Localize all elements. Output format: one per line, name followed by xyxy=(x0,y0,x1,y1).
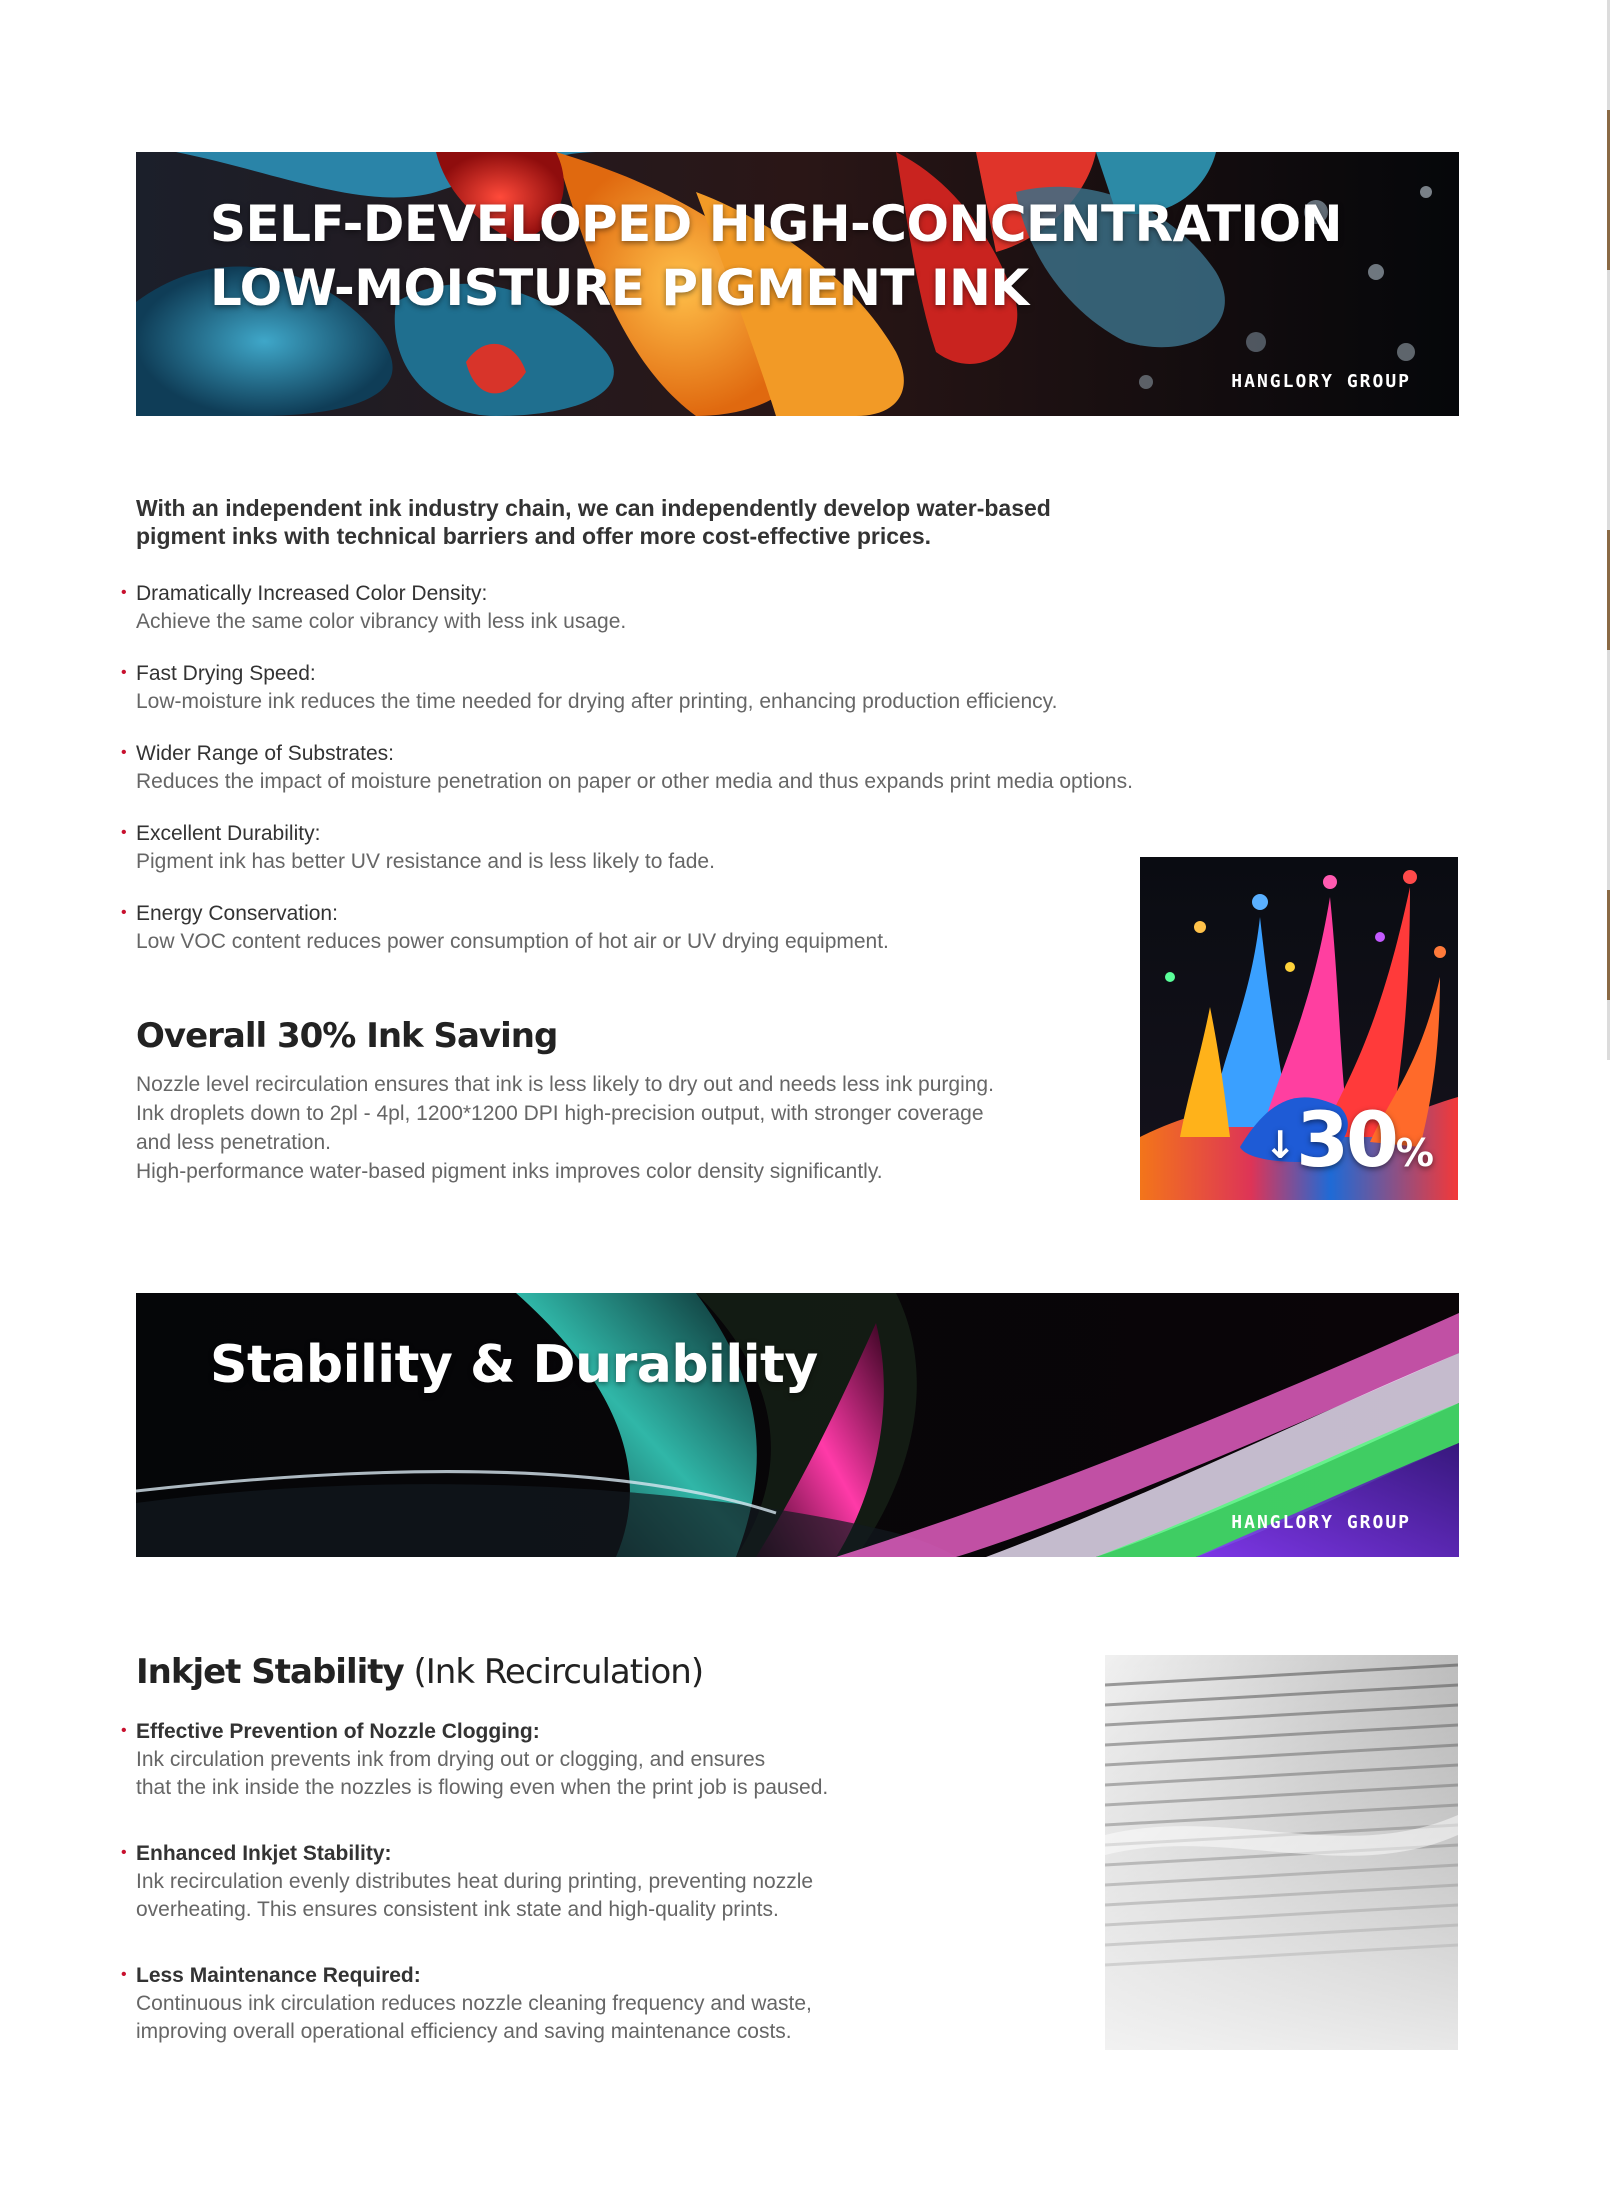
feature-item xyxy=(121,740,1236,820)
stability-heading-sub: (Ink Recirculation) xyxy=(403,1652,704,1692)
bullet-icon: • xyxy=(121,584,127,601)
feature-title: Wider Range of Substrates: xyxy=(136,742,394,765)
feature-item xyxy=(121,660,1236,740)
saving-line: High-performance water-based pigment inks improves color density significantly. xyxy=(136,1160,883,1183)
feature-title: Excellent Durability: xyxy=(136,822,321,845)
saving-line: Nozzle level recirculation ensures that ink is less likely to dry out and needs less ink purging. xyxy=(136,1073,994,1096)
banner-title-line: SELF-DEVELOPED HIGH-CONCENTRATION xyxy=(210,195,1343,253)
saving-paragraph xyxy=(136,1070,1016,1186)
feature-desc: Reduces the impact of moisture penetration on paper or other media and thus expands print media options. xyxy=(136,770,1133,793)
feature-title: Dramatically Increased Color Density: xyxy=(136,582,488,605)
saving-line: Ink droplets down to 2pl - 4pl, 1200*1200 DPI high-precision output, with stronger coverage xyxy=(136,1102,984,1125)
bullet-icon: • xyxy=(121,664,127,681)
feature-desc: Low-moisture ink reduces the time needed for drying after printing, enhancing production efficiency. xyxy=(136,690,1058,713)
ink-splash-photo xyxy=(1140,857,1458,1200)
ink-saving-badge xyxy=(1264,1095,1434,1184)
bullet-icon: • xyxy=(121,744,127,761)
badge-number: 30 xyxy=(1296,1095,1396,1184)
banner-title: Stability & Durability xyxy=(210,1335,818,1395)
intro-paragraph: With an independent ink industry chain, we can independently develop water-based pigment inks with technical barriers and offer more cost-effective prices. xyxy=(136,495,1051,549)
bullet-icon: • xyxy=(121,824,127,841)
brand-logo: HANGLORY GROUP xyxy=(1231,371,1411,392)
saving-heading: Overall 30% Ink Saving xyxy=(136,1016,558,1056)
arrow-down-icon: ↓ xyxy=(1264,1123,1297,1167)
feature-title: Energy Conservation: xyxy=(136,902,338,925)
bullet-icon: • xyxy=(121,904,127,921)
stability-item xyxy=(121,1840,1036,1962)
newspaper-image xyxy=(1105,1655,1458,2050)
feature-item xyxy=(121,900,1236,980)
stability-banner xyxy=(136,1293,1459,1557)
feature-desc: Low VOC content reduces power consumption of hot air or UV drying equipment. xyxy=(136,930,889,953)
feature-list xyxy=(121,580,1236,980)
banner-title xyxy=(210,192,1342,320)
stability-item-title: Effective Prevention of Nozzle Clogging: xyxy=(136,1720,540,1743)
feature-title: Fast Drying Speed: xyxy=(136,662,316,685)
stability-item-desc: Ink circulation prevents ink from drying out or clogging, and ensures that the ink inside the nozzles is flowing even when the print job is paused. xyxy=(136,1748,829,1799)
feature-item xyxy=(121,820,1236,900)
brand-logo: HANGLORY GROUP xyxy=(1231,1512,1411,1533)
stability-heading-bold: Inkjet Stability xyxy=(136,1652,404,1692)
bullet-icon: • xyxy=(121,1844,127,1861)
stability-list xyxy=(121,1718,1036,2084)
stability-item-title: Less Maintenance Required: xyxy=(136,1964,421,1987)
badge-percent: % xyxy=(1395,1131,1434,1175)
feature-item xyxy=(121,580,1236,660)
ink-banner xyxy=(136,152,1459,416)
feature-desc: Achieve the same color vibrancy with less ink usage. xyxy=(136,610,627,633)
bullet-icon: • xyxy=(121,1722,127,1739)
stability-item-title: Enhanced Inkjet Stability: xyxy=(136,1842,392,1865)
feature-desc: Pigment ink has better UV resistance and is less likely to fade. xyxy=(136,850,715,873)
bullet-icon: • xyxy=(121,1966,127,1983)
stability-heading xyxy=(136,1652,703,1692)
stability-item xyxy=(121,1718,1036,1840)
stability-item-desc: Ink recirculation evenly distributes heat during printing, preventing nozzle overheating. This ensures consistent ink state and high-quality prints. xyxy=(136,1870,814,1921)
stability-item-desc: Continuous ink circulation reduces nozzle cleaning frequency and waste, improving overall operational efficiency and saving maintenance costs. xyxy=(136,1992,812,2043)
newspaper-photo xyxy=(1105,1655,1458,2050)
banner-title-line: LOW-MOISTURE PIGMENT INK xyxy=(210,259,1029,317)
saving-line: and less penetration. xyxy=(136,1131,331,1154)
stability-item xyxy=(121,1962,1036,2084)
